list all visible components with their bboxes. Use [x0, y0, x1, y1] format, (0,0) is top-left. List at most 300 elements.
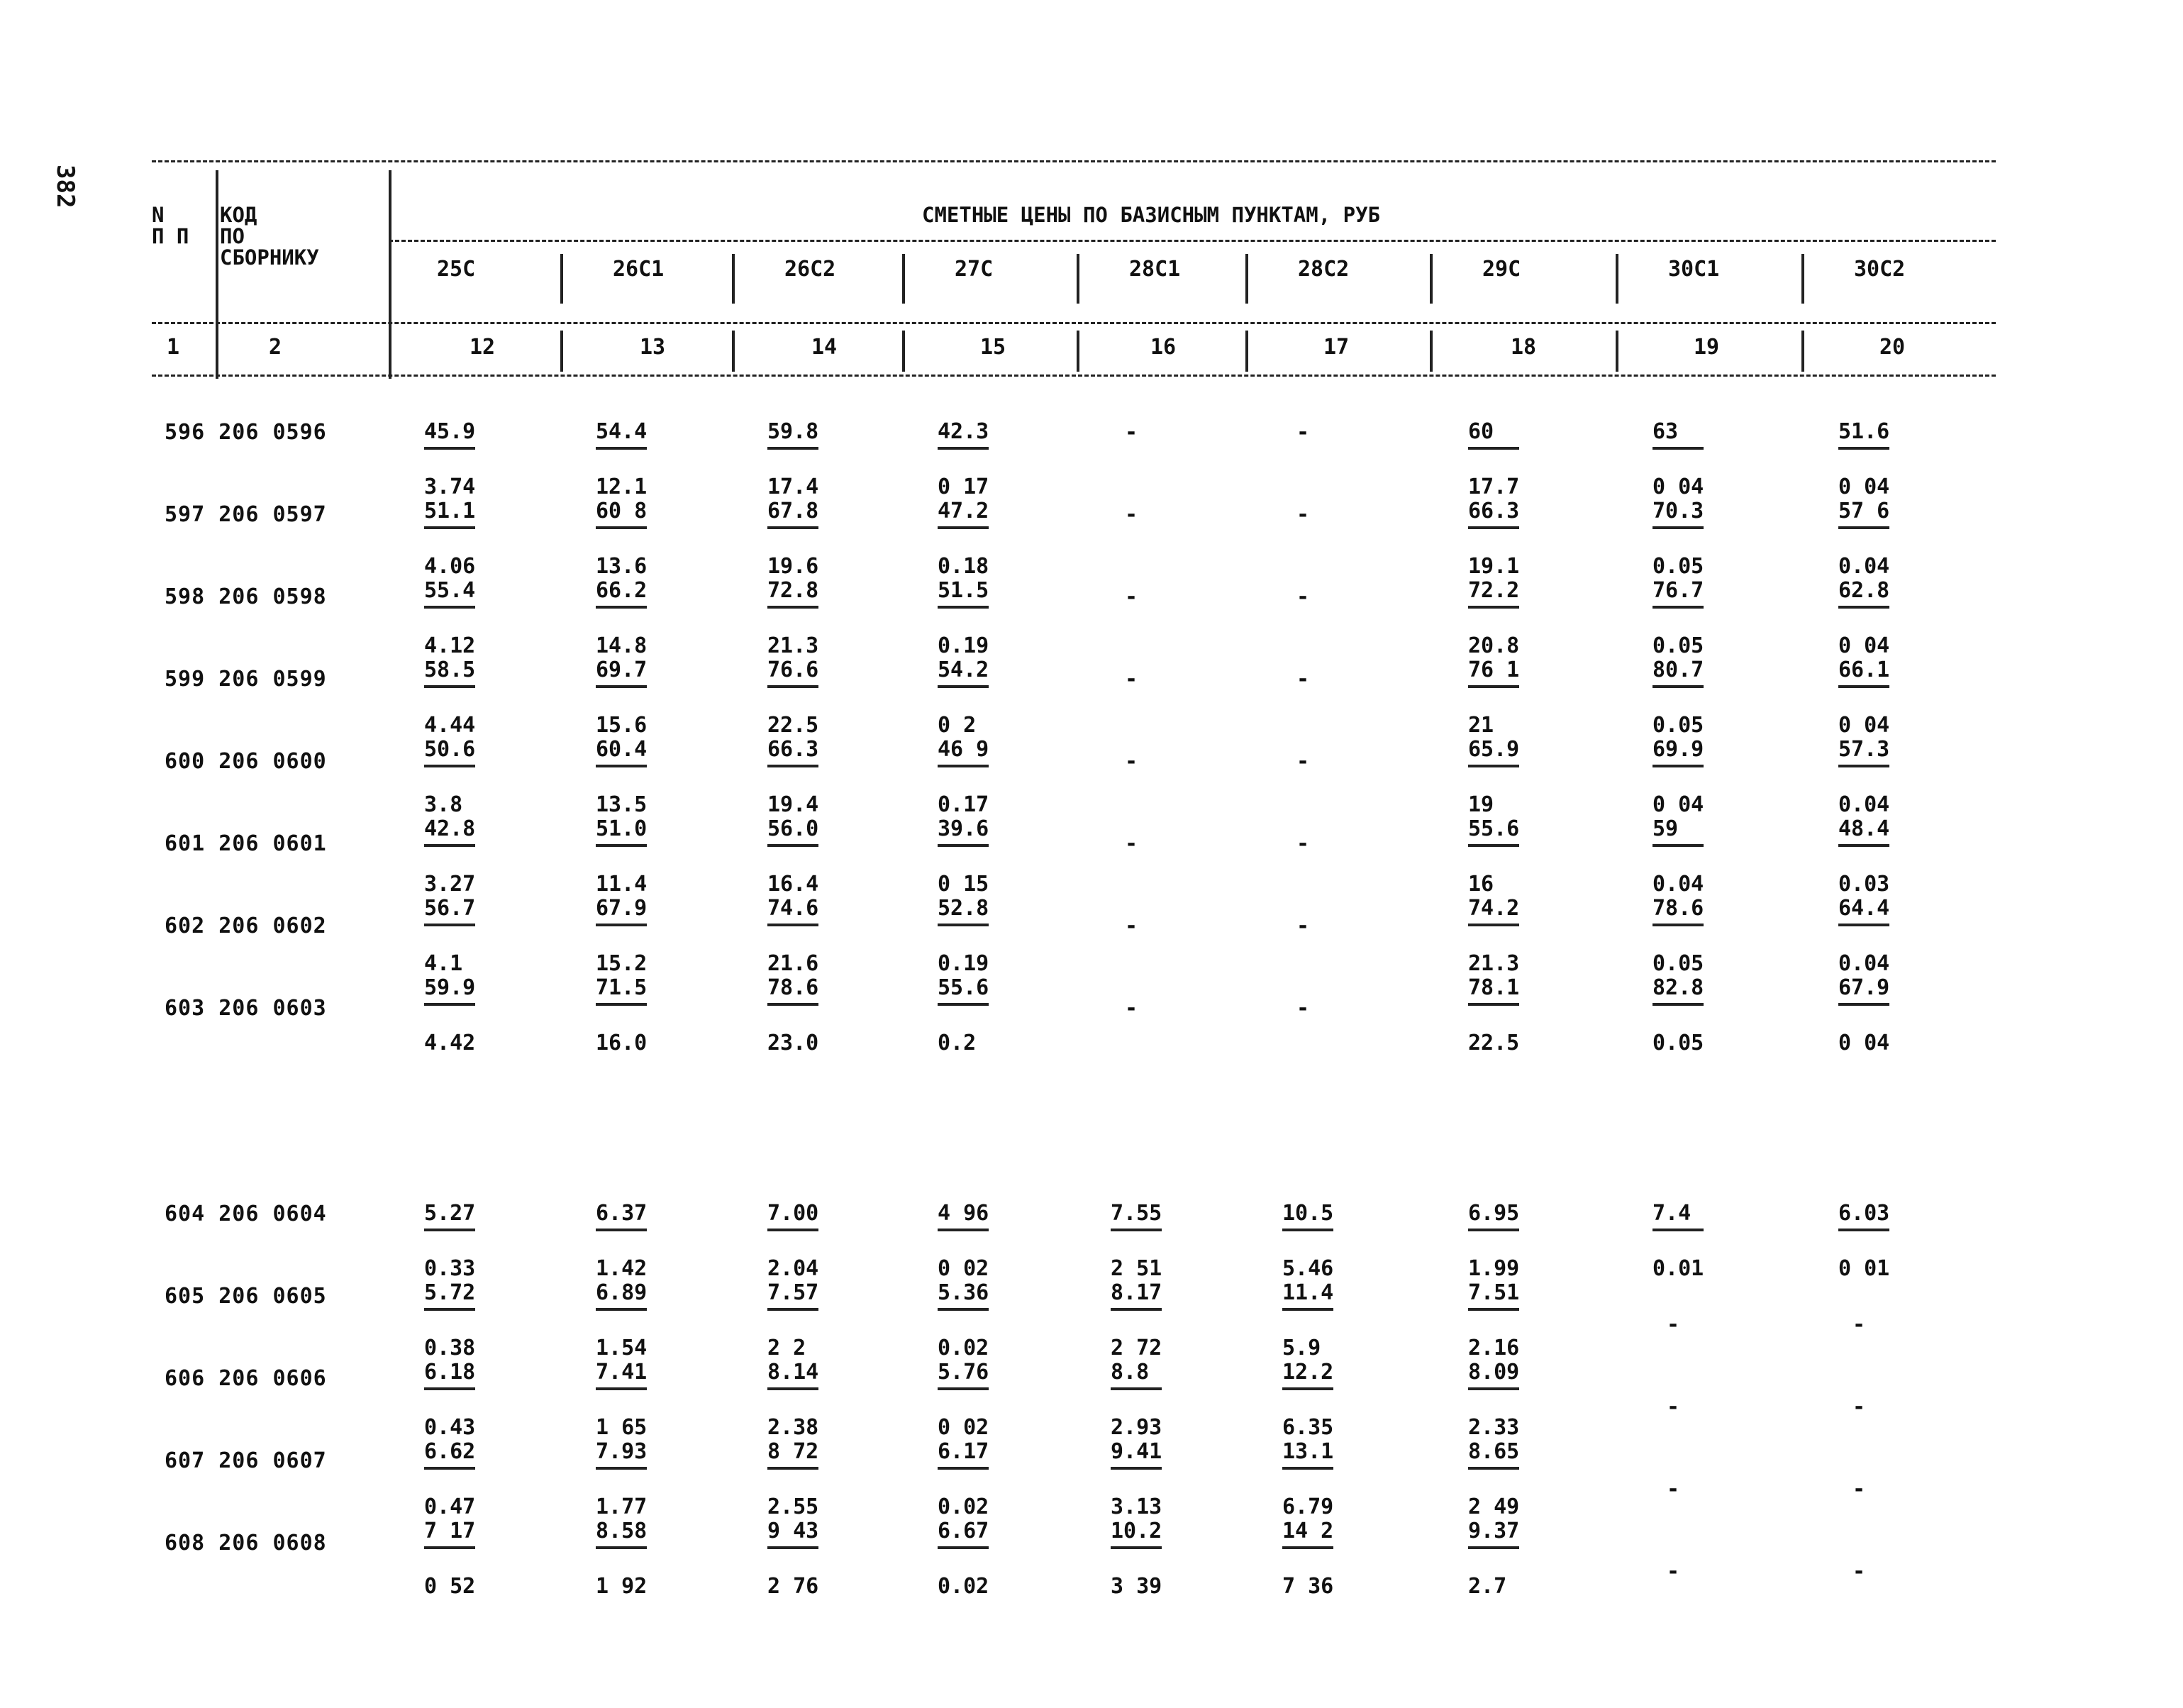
transport-value: 21.3 [1468, 951, 1520, 976]
transport-value: 4.06 [424, 554, 476, 579]
transport-value: 22.5 [1468, 1031, 1520, 1055]
transport-value: 1.99 [1468, 1256, 1520, 1281]
fraction-bar [938, 606, 989, 609]
fraction-bar [1468, 1467, 1519, 1470]
value-column [938, 1202, 989, 1599]
price-value: 8.58 [596, 1519, 648, 1543]
empty-value-dash: - [1125, 996, 1138, 1021]
column-header-29С: 29С [1482, 257, 1521, 282]
transport-value: 2 51 [1111, 1256, 1162, 1281]
subcolumn-separator [1801, 331, 1804, 372]
value-column [938, 420, 989, 1055]
column-number-separator [389, 331, 391, 372]
transport-value: 16.0 [596, 1031, 648, 1055]
empty-value-dash: - [1125, 420, 1138, 445]
empty-value-dash: - [1296, 749, 1310, 774]
price-value: 7.00 [767, 1201, 819, 1226]
subcolumn-separator [1616, 331, 1618, 372]
price-value: 66.1 [1838, 658, 1890, 682]
transport-value: 17.4 [767, 475, 819, 499]
transport-value: 3.13 [1111, 1494, 1162, 1519]
price-value: 4 96 [938, 1201, 989, 1226]
subcolumn-separator [732, 331, 735, 372]
price-value: 51.5 [938, 578, 989, 603]
transport-value: 13.5 [596, 792, 648, 817]
price-value: 60 8 [596, 499, 648, 523]
transport-value: 0 04 [1652, 792, 1704, 817]
column-number: 20 [1879, 335, 1906, 360]
column-number: 18 [1510, 335, 1537, 360]
fraction-bar [424, 1229, 475, 1231]
fraction-bar [767, 1229, 818, 1231]
price-value: 14 2 [1282, 1519, 1334, 1543]
fraction-bar [1652, 924, 1704, 926]
transport-value: 17.7 [1468, 475, 1520, 499]
column-header-28С2: 28С2 [1298, 257, 1350, 282]
empty-value-dash: - [1296, 502, 1310, 527]
transport-value: 21 [1468, 713, 1494, 738]
column-header-27С: 27С [955, 257, 994, 282]
header-bottom-rule [152, 375, 1996, 377]
fraction-bar [1111, 1308, 1162, 1311]
transport-value: 20.8 [1468, 633, 1520, 658]
fraction-bar [596, 1003, 647, 1006]
price-value: 7.4 [1652, 1201, 1692, 1226]
transport-value: 7 36 [1282, 1574, 1334, 1599]
transport-value: 15.2 [596, 951, 648, 976]
fraction-bar [596, 606, 647, 609]
fraction-bar [1468, 924, 1519, 926]
fraction-bar [1652, 765, 1704, 767]
fraction-bar [424, 447, 475, 450]
fraction-bar [1468, 765, 1519, 767]
price-value: 12.2 [1282, 1360, 1334, 1385]
price-value: 47.2 [938, 499, 989, 523]
subcolumn-separator [732, 254, 735, 304]
transport-value: 0.05 [1652, 713, 1704, 738]
price-value: 67.9 [1838, 975, 1890, 1000]
price-value: 13.1 [1282, 1439, 1334, 1464]
fraction-bar [1282, 1229, 1333, 1231]
fraction-bar [424, 844, 475, 847]
empty-value-dash: - [1853, 1312, 1866, 1337]
fraction-bar [1468, 1229, 1519, 1231]
transport-value: 19.1 [1468, 554, 1520, 579]
transport-value: 0 04 [1838, 633, 1890, 658]
fraction-bar [424, 685, 475, 688]
price-value: 56.7 [424, 896, 476, 921]
fraction-bar [1282, 1467, 1333, 1470]
row-code: 602 206 0602 [165, 914, 327, 938]
value-column [1468, 420, 1519, 1055]
fraction-bar [1652, 526, 1704, 529]
fraction-bar [424, 1387, 475, 1390]
transport-value: 2 49 [1468, 1494, 1520, 1519]
price-value: 8 72 [767, 1439, 819, 1464]
price-value: 5.76 [938, 1360, 989, 1385]
price-value: 8.09 [1468, 1360, 1520, 1385]
column-number: 15 [979, 335, 1006, 360]
header-subtitle-rule [389, 240, 1996, 242]
fraction-bar [1838, 447, 1889, 450]
transport-value: 2.33 [1468, 1415, 1520, 1440]
fraction-bar [424, 1003, 475, 1006]
empty-value-dash: - [1667, 1477, 1680, 1502]
fraction-bar [767, 1546, 818, 1549]
fraction-bar [1111, 1546, 1162, 1549]
fraction-bar [767, 924, 818, 926]
price-value: 42.3 [938, 419, 989, 444]
fraction-bar [424, 1546, 475, 1549]
price-value: 64.4 [1838, 896, 1890, 921]
transport-value: 0.04 [1838, 951, 1890, 976]
subcolumn-separator [560, 254, 563, 304]
fraction-bar [938, 924, 989, 926]
transport-value: 0 04 [1652, 475, 1704, 499]
transport-value: 0.19 [938, 951, 989, 976]
transport-value: 11.4 [596, 872, 648, 897]
row-code: 605 206 0605 [165, 1284, 327, 1309]
empty-value-dash: - [1296, 996, 1310, 1021]
empty-value-dash: - [1667, 1559, 1680, 1584]
fraction-bar [596, 844, 647, 847]
transport-value: 0 2 [938, 713, 977, 738]
price-value: 72.2 [1468, 578, 1520, 603]
row-code: 607 206 0607 [165, 1448, 327, 1473]
price-value: 42.8 [424, 816, 476, 841]
transport-value: 0 52 [424, 1574, 476, 1599]
price-value: 66.2 [596, 578, 648, 603]
price-value: 8.65 [1468, 1439, 1520, 1464]
fraction-bar [938, 1467, 989, 1470]
code-header: КОД ПО СБОРНИКУ [220, 203, 319, 270]
price-value: 51.6 [1838, 419, 1890, 444]
transport-value: 0.04 [1838, 792, 1890, 817]
subcolumn-separator [1077, 254, 1079, 304]
price-value: 8.17 [1111, 1280, 1162, 1305]
fraction-bar [1652, 447, 1704, 450]
price-value: 6.18 [424, 1360, 476, 1385]
price-value: 45.9 [424, 419, 476, 444]
subcolumn-separator [1430, 254, 1433, 304]
fraction-bar [596, 1467, 647, 1470]
fraction-bar [767, 526, 818, 529]
transport-value: 6.35 [1282, 1415, 1334, 1440]
fraction-bar [596, 685, 647, 688]
price-value: 9 43 [767, 1519, 819, 1543]
transport-value: 0 04 [1838, 713, 1890, 738]
fraction-bar [596, 1546, 647, 1549]
fraction-bar [1652, 844, 1704, 847]
fraction-bar [1282, 1387, 1333, 1390]
empty-value-dash: - [1853, 1477, 1866, 1502]
transport-value: 3.8 [424, 792, 463, 817]
transport-value: 1 92 [596, 1574, 648, 1599]
fraction-bar [1838, 1229, 1889, 1231]
price-value: 5.72 [424, 1280, 476, 1305]
transport-value: 0.04 [1652, 872, 1704, 897]
transport-value: 1.77 [596, 1494, 648, 1519]
transport-value: 0.04 [1838, 554, 1890, 579]
fraction-bar [767, 765, 818, 767]
price-value: 54.4 [596, 419, 648, 444]
fraction-bar [1468, 1387, 1519, 1390]
header-top-rule [152, 160, 1996, 162]
row-code: 604 206 0604 [165, 1202, 327, 1226]
page-number: 382 [51, 165, 79, 209]
empty-value-dash: - [1125, 502, 1138, 527]
price-value: 76.6 [767, 658, 819, 682]
subcolumn-separator [1801, 254, 1804, 304]
price-value: 66.3 [767, 737, 819, 762]
column-number: 14 [811, 335, 838, 360]
transport-value: 0.03 [1838, 872, 1890, 897]
transport-value: 1 65 [596, 1415, 648, 1440]
fraction-bar [1468, 606, 1519, 609]
transport-value: 22.5 [767, 713, 819, 738]
price-value: 67.9 [596, 896, 648, 921]
price-value: 6.62 [424, 1439, 476, 1464]
price-value: 6.17 [938, 1439, 989, 1464]
price-value: 7.93 [596, 1439, 648, 1464]
row-code: 603 206 0603 [165, 996, 327, 1021]
price-value: 59.8 [767, 419, 819, 444]
empty-value-dash: - [1125, 584, 1138, 609]
price-value: 60.4 [596, 737, 648, 762]
transport-value: 0.17 [938, 792, 989, 817]
fraction-bar [1468, 526, 1519, 529]
fraction-bar [938, 844, 989, 847]
fraction-bar [1282, 1308, 1333, 1311]
value-column [596, 1202, 647, 1599]
empty-value-dash: - [1296, 420, 1310, 445]
price-value: 71.5 [596, 975, 648, 1000]
fraction-bar [938, 526, 989, 529]
fraction-bar [767, 1387, 818, 1390]
price-value: 80.7 [1652, 658, 1704, 682]
value-column [1111, 1202, 1162, 1599]
transport-value: 0 04 [1838, 475, 1890, 499]
column-number: 12 [469, 335, 496, 360]
column-number: 17 [1323, 335, 1350, 360]
row-code: 599 206 0599 [165, 667, 327, 692]
transport-value: 0.18 [938, 554, 989, 579]
transport-value: 0 04 [1838, 1031, 1890, 1055]
transport-value: 0.02 [938, 1494, 989, 1519]
fraction-bar [1838, 765, 1889, 767]
transport-value: 2.04 [767, 1256, 819, 1281]
subcolumn-separator [1245, 331, 1248, 372]
price-value: 67.8 [767, 499, 819, 523]
fraction-bar [1838, 844, 1889, 847]
transport-value: 2.7 [1468, 1574, 1507, 1599]
value-column [424, 1202, 475, 1599]
price-value: 62.8 [1838, 578, 1890, 603]
empty-value-dash: - [1667, 1394, 1680, 1419]
empty-value-dash: - [1125, 749, 1138, 774]
row-code: 600 206 0600 [165, 749, 327, 774]
price-value: 69.7 [596, 658, 648, 682]
transport-value: 0 15 [938, 872, 989, 897]
empty-value-dash: - [1667, 1312, 1680, 1337]
transport-value: 2 72 [1111, 1336, 1162, 1360]
fraction-bar [1838, 685, 1889, 688]
transport-value: 0.2 [938, 1031, 977, 1055]
transport-value: 4.1 [424, 951, 463, 976]
price-value: 58.5 [424, 658, 476, 682]
fraction-bar [596, 447, 647, 450]
transport-value: 0 02 [938, 1415, 989, 1440]
transport-value: 2.55 [767, 1494, 819, 1519]
fraction-bar [1838, 924, 1889, 926]
price-value: 63 [1652, 419, 1679, 444]
price-value: 55.4 [424, 578, 476, 603]
row-code: 598 206 0598 [165, 584, 327, 609]
transport-value: 0.05 [1652, 554, 1704, 579]
fraction-bar [1652, 1003, 1704, 1006]
price-value: 66.3 [1468, 499, 1520, 523]
subcolumn-separator [1616, 254, 1618, 304]
fraction-bar [1111, 1467, 1162, 1470]
row-code: 608 206 0608 [165, 1531, 327, 1556]
row-code: 601 206 0601 [165, 831, 327, 856]
price-value: 6.03 [1838, 1201, 1890, 1226]
price-value: 8.14 [767, 1360, 819, 1385]
fraction-bar [596, 1387, 647, 1390]
transport-value: 23.0 [767, 1031, 819, 1055]
column-header-30С2: 30С2 [1854, 257, 1906, 282]
fraction-bar [767, 1308, 818, 1311]
empty-value-dash: - [1125, 667, 1138, 692]
fraction-bar [424, 765, 475, 767]
fraction-bar [424, 1308, 475, 1311]
fraction-bar [938, 1387, 989, 1390]
transport-value: 0.33 [424, 1256, 476, 1281]
column-header-30С1: 30С1 [1668, 257, 1720, 282]
transport-value: 5.9 [1282, 1336, 1321, 1360]
price-value: 51.1 [424, 499, 476, 523]
fraction-bar [424, 606, 475, 609]
column-header-26С2: 26С2 [784, 257, 836, 282]
price-value: 52.8 [938, 896, 989, 921]
transport-value: 14.8 [596, 633, 648, 658]
transport-value: 4.12 [424, 633, 476, 658]
transport-value: 6.79 [1282, 1494, 1334, 1519]
transport-value: 21.6 [767, 951, 819, 976]
fraction-bar [938, 1003, 989, 1006]
np-header: N П П [152, 203, 189, 248]
empty-value-dash: - [1853, 1394, 1866, 1419]
price-value: 39.6 [938, 816, 989, 841]
subcolumn-separator [902, 254, 905, 304]
fraction-bar [424, 1467, 475, 1470]
value-column [1652, 1202, 1704, 1281]
fraction-bar [596, 1229, 647, 1231]
price-value: 6.89 [596, 1280, 648, 1305]
fraction-bar [938, 447, 989, 450]
transport-value: 0.01 [1652, 1256, 1704, 1281]
column-number: 1 [166, 335, 180, 360]
fraction-bar [424, 526, 475, 529]
empty-value-dash: - [1853, 1559, 1866, 1584]
fraction-bar [596, 765, 647, 767]
transport-value: 3 39 [1111, 1574, 1162, 1599]
transport-value: 2.93 [1111, 1415, 1162, 1440]
price-value: 7.51 [1468, 1280, 1520, 1305]
fraction-bar [1652, 685, 1704, 688]
column-number: 19 [1693, 335, 1720, 360]
price-value: 74.2 [1468, 896, 1520, 921]
fraction-bar [938, 1546, 989, 1549]
row-code: 596 206 0596 [165, 420, 327, 445]
price-value: 7.41 [596, 1360, 648, 1385]
fraction-bar [1111, 1229, 1162, 1231]
price-value: 72.8 [767, 578, 819, 603]
column-number: 16 [1150, 335, 1177, 360]
transport-value: 1.54 [596, 1336, 648, 1360]
transport-value: 1.42 [596, 1256, 648, 1281]
transport-value: 12.1 [596, 475, 648, 499]
transport-value: 0.02 [938, 1574, 989, 1599]
price-value: 59.9 [424, 975, 476, 1000]
transport-value: 15.6 [596, 713, 648, 738]
transport-value: 0.47 [424, 1494, 476, 1519]
column-number-separator [216, 331, 218, 372]
fraction-bar [767, 1003, 818, 1006]
price-value: 7.55 [1111, 1201, 1162, 1226]
transport-value: 0.05 [1652, 951, 1704, 976]
empty-value-dash: - [1296, 667, 1310, 692]
price-value: 5.36 [938, 1280, 989, 1305]
price-value: 78.1 [1468, 975, 1520, 1000]
transport-value: 13.6 [596, 554, 648, 579]
fraction-bar [938, 685, 989, 688]
fraction-bar [767, 685, 818, 688]
fraction-bar [1838, 526, 1889, 529]
fraction-bar [596, 924, 647, 926]
fraction-bar [1652, 1229, 1704, 1231]
price-value: 55.6 [1468, 816, 1520, 841]
value-column [1468, 1202, 1519, 1599]
price-value: 6.67 [938, 1519, 989, 1543]
fraction-bar [596, 1308, 647, 1311]
transport-value: 3.74 [424, 475, 476, 499]
fraction-bar [1838, 1003, 1889, 1006]
transport-value: 16 [1468, 872, 1494, 897]
price-value: 69.9 [1652, 737, 1704, 762]
fraction-bar [1468, 685, 1519, 688]
transport-value: 0.05 [1652, 1031, 1704, 1055]
transport-value: 0.43 [424, 1415, 476, 1440]
fraction-bar [1282, 1546, 1333, 1549]
transport-value: 2 2 [767, 1336, 806, 1360]
transport-value: 0 17 [938, 475, 989, 499]
column-number: 2 [268, 335, 282, 360]
fraction-bar [938, 1308, 989, 1311]
transport-value: 0.38 [424, 1336, 476, 1360]
column-header-26С1: 26С1 [613, 257, 665, 282]
price-value: 78.6 [1652, 896, 1704, 921]
transport-value: 19.4 [767, 792, 819, 817]
empty-value-dash: - [1296, 914, 1310, 938]
transport-value: 19.6 [767, 554, 819, 579]
value-column [596, 420, 647, 1055]
transport-value: 0 02 [938, 1256, 989, 1281]
price-value: 6.37 [596, 1201, 648, 1226]
price-value: 60 [1468, 419, 1494, 444]
transport-value: 3.27 [424, 872, 476, 897]
fraction-bar [767, 844, 818, 847]
